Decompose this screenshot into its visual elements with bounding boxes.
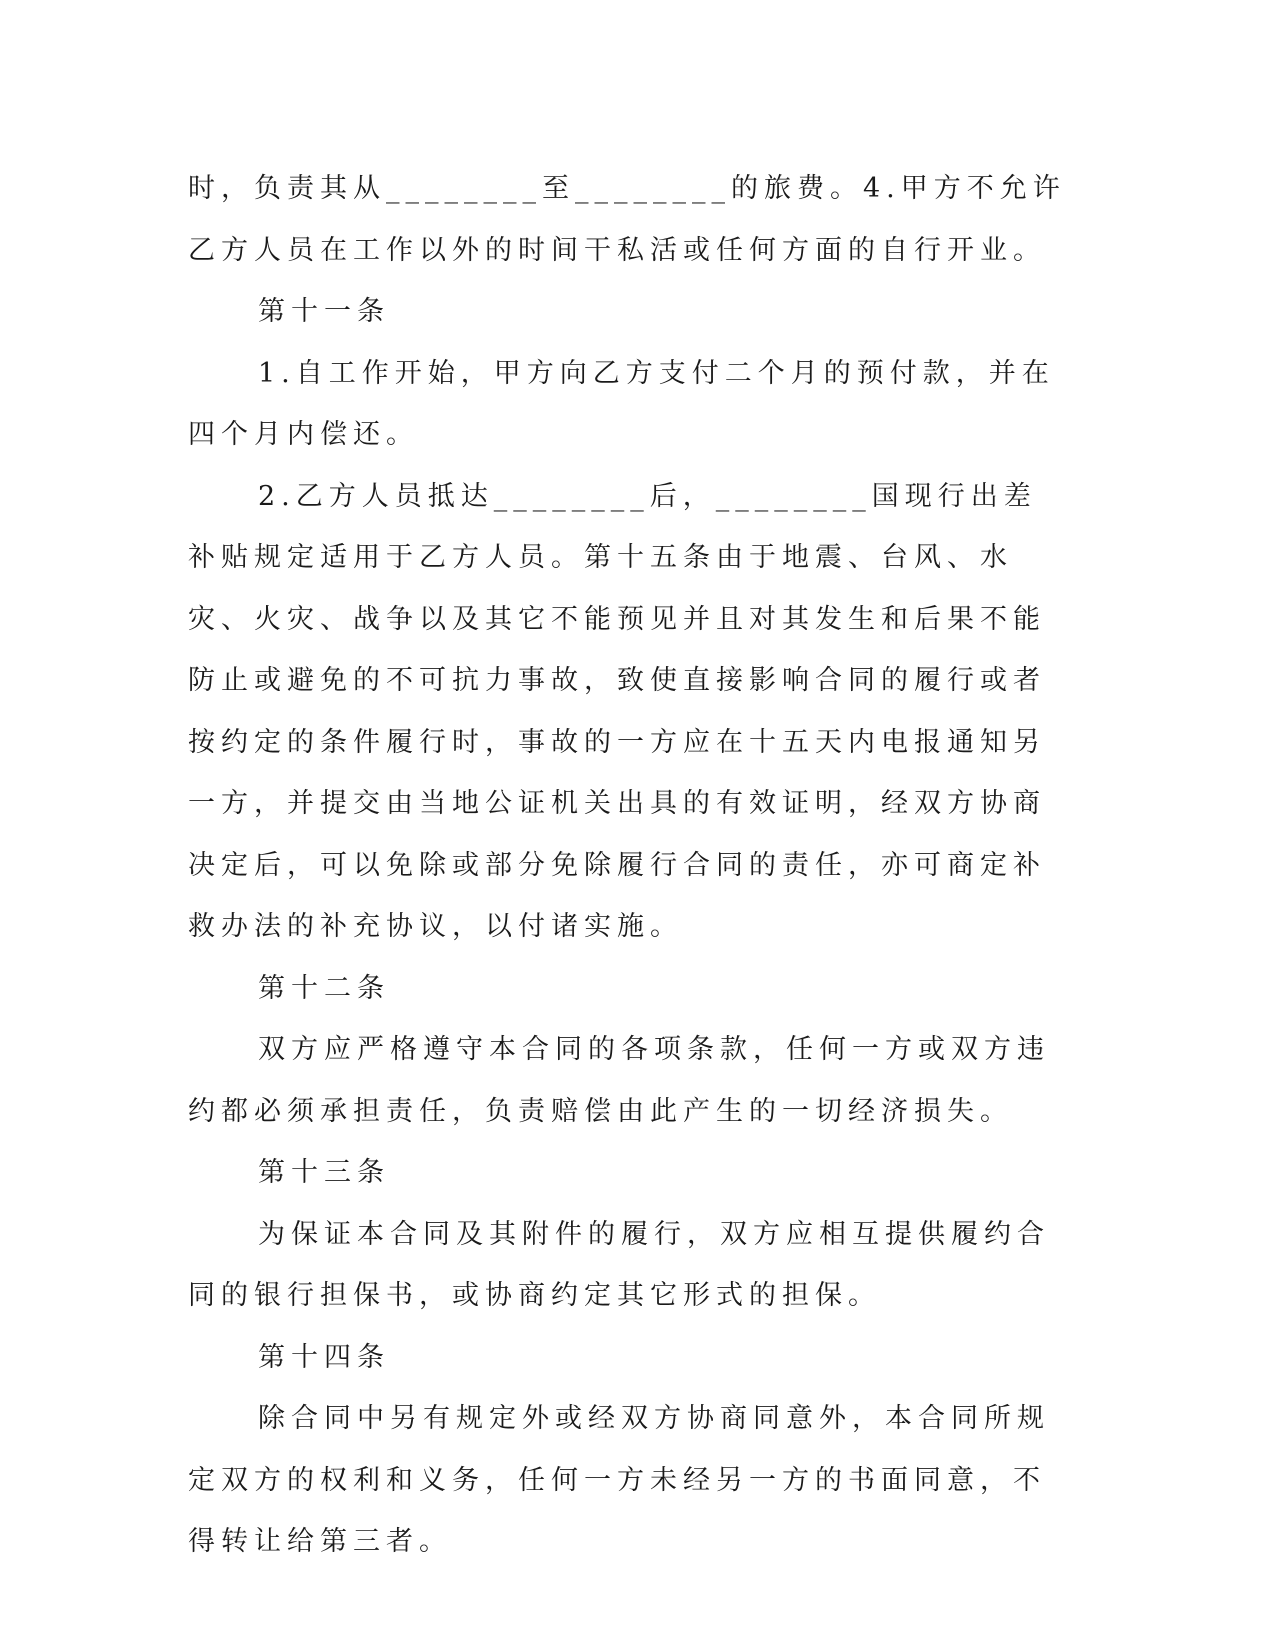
article-11-heading: 第十一条 — [258, 296, 390, 327]
article-13-heading: 第十三条 — [258, 1157, 390, 1188]
paragraph-advance-payment: 1.自工作开始，甲方向乙方支付二个月的预付款，并在四个月内偿还。 — [188, 357, 1055, 450]
paragraph-force-majeure: 2.乙方人员抵达________后，________国现行出差补贴规定适用于乙方人员。第十五条由于地震、台风、水灾、火灾、战争以及其它不能预见并且对其发生和后果不能防止或避免的不可抗力事故，致使直接影响合同的履行或者按约定的条件履行时，事故的一方应在十五天内电报通知另一方，并提交由当地公证机关出具的有效证明，经双方协商决定后，可以免除或部分免除履行合同的责任，亦可商定补救办法的补充协议，以付诸实施。 — [188, 480, 1046, 942]
paragraph-assignment: 除合同中另有规定外或经双方协商同意外，本合同所规定双方的权利和义务，任何一方未经另一方的书面同意，不得转让给第三者。 — [188, 1403, 1050, 1557]
paragraph-bank-guarantee: 为保证本合同及其附件的履行，双方应相互提供履约合同的银行担保书，或协商约定其它形式的担保。 — [188, 1218, 1050, 1311]
paragraph-breach-liability: 双方应严格遵守本合同的各项条款，任何一方或双方违约都必须承担责任，负责赔偿由此产生的一切经济损失。 — [188, 1034, 1050, 1127]
document-body — [188, 158, 1068, 1573]
article-14-heading: 第十四条 — [258, 1341, 390, 1373]
article-12-heading: 第十二条 — [258, 972, 390, 1004]
paragraph-travel-expenses: 时，负责其从________至________的旅费。4.甲方不允许乙方人员在工作以外的时间干私活或任何方面的自行开业。 — [188, 173, 1066, 266]
